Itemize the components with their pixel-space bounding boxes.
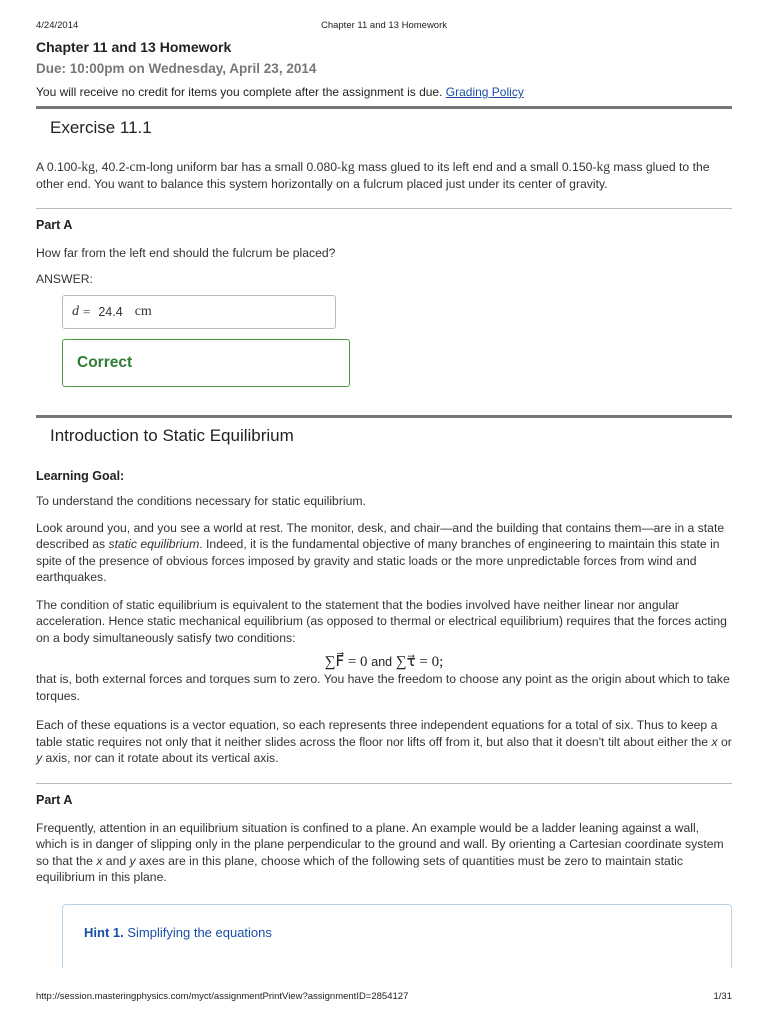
print-url: http://session.masteringphysics.com/myct/assignmentPrintView?assignmentID=2854127 [36,991,409,1002]
hint-title[interactable]: Simplifying the equations [127,924,272,940]
feedback-correct: Correct [62,339,350,387]
print-date: 4/24/2014 [36,20,79,31]
answer-variable: d [72,304,79,319]
equation-and: and [371,655,393,669]
part-a-label: Part A [36,218,73,232]
learning-goal-text: To understand the conditions necessary for static equilibrium. [36,494,366,508]
answer-equals: = [83,304,91,319]
learning-goal-label: Learning Goal: [36,469,125,483]
unit-kg: kg [596,159,610,174]
exercise-title: Exercise 11.1 [50,118,152,137]
credit-text: You will receive no credit for items you complete after the assignment is due. [36,85,443,99]
assignment-title: Chapter 11 and 13 Homework [36,39,232,55]
part-divider [36,783,732,784]
unit-kg: kg [341,159,355,174]
answer-field[interactable] [62,295,336,329]
intro-title: Introduction to Static Equilibrium [50,426,294,445]
part-divider [36,208,732,209]
print-header-title: Chapter 11 and 13 Homework [320,20,448,31]
page-number: 1/31 [713,991,732,1002]
section-divider [36,106,732,109]
unit-kg: kg [81,159,95,174]
credit-notice [36,85,732,99]
torque-sum-equation: ∑τ⃗ = 0; [395,654,444,670]
due-date: Due: 10:00pm on Wednesday, April 23, 2014 [36,61,317,76]
section-divider [36,415,732,418]
grading-policy-link[interactable]: Grading Policy [445,85,524,99]
intro-paragraph-2: The condition of static equilibrium is equivalent to the statement that the bodies involved have neither linear nor angular acceleration. Hence static mechanical equilibrium (as opposed to thermal or electrical equilibrium) requires that the forces acting on a body simultaneously satisfy two conditions: [36,597,727,645]
intro-paragraph-1: Look around you, and you see a world at rest. The monitor, desk, and chair—and the building that contains them—are in a state described as static equilibrium. Indeed, it is the fundamental objective of many branches of engineering to maintain this state in spite of the presence of obvious forces imposed by gravity and static loads or the more unpredictable forces from wind and earthquakes. [36,520,725,584]
answer-value: 24.4 [98,305,123,319]
answer-unit: cm [134,304,152,319]
hint-number: Hint 1. [84,924,124,940]
hint-panel[interactable] [62,904,732,968]
exercise-statement: A 0.100-kg, 40.2-cm-long uniform bar has a small 0.080-kg mass glued to its left end and a small 0.150-kg mass glued to the other end. You want to balance this system horizontally on a fulcrum placed just under its center of gravity. [36,159,710,191]
answer-label: ANSWER: [36,271,93,286]
assignment-content [36,36,732,968]
intro-paragraph-3: that is, both external forces and torques sum to zero. You have the freedom to choose any point as the origin about which to take torques. [36,672,730,703]
unit-cm: cm [129,159,146,174]
equilibrium-equation [36,652,732,671]
question-text: How far from the left end should the fulcrum be placed? [36,246,336,260]
part-a-question: Frequently, attention in an equilibrium situation is confined to a plane. An example would be a ladder leaning against a wall, which is in danger of slipping only in the plane perpendicular to the ground and wall. By orienting a Cartesian coordinate system so that the x and y axes are in this plane, choose which of the following sets of quantities must be zero to maintain static equilibrium in this plane. [36,820,724,884]
part-a-label: Part A [36,792,73,807]
force-sum-equation: ∑F⃗ = 0 [324,654,368,670]
intro-paragraph-4: Each of these equations is a vector equation, so each represents three independent equations for a total of six. Thus to keep a table static requires not only that it neither slides across the floor nor lifts off from it, but also that it doesn't tilt about either the x or y axis, nor can it rotate about its vertical axis. [36,718,732,765]
